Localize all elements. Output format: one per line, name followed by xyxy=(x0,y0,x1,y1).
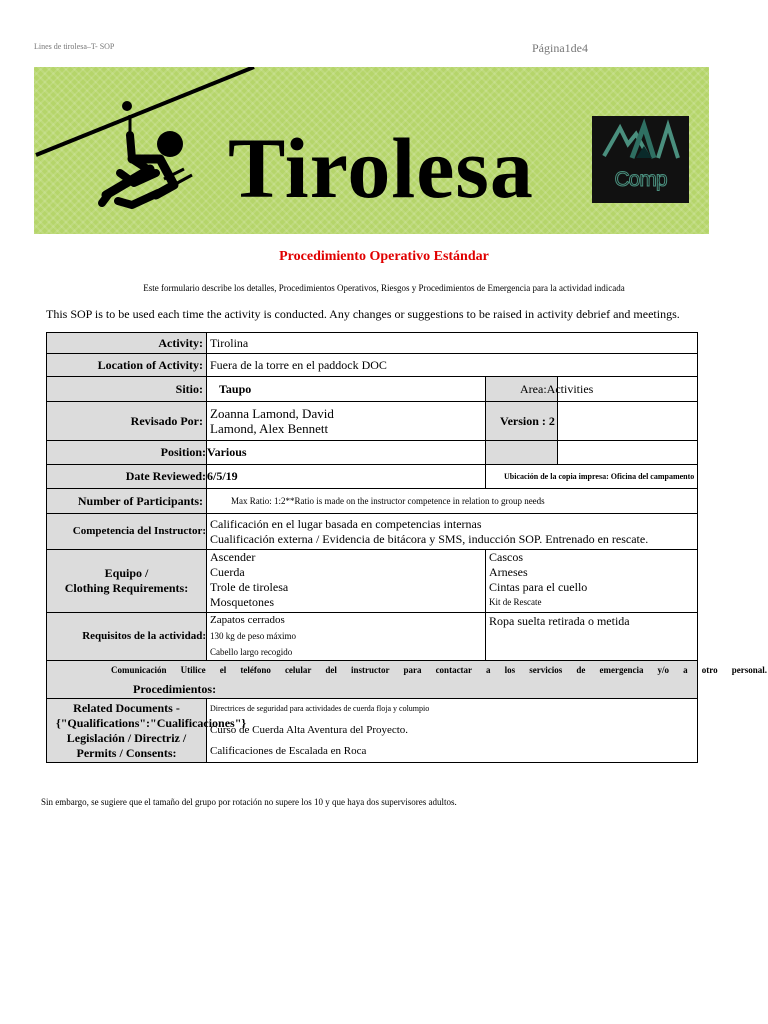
printed-copy-label: Ubicación de la copia impresa: xyxy=(504,472,609,481)
document-reference: Lines de tirolesa–T- SOP xyxy=(34,42,115,51)
version-empty-cell xyxy=(558,402,698,441)
competence-value xyxy=(207,514,698,550)
competence-label: Competencia del Instructor: xyxy=(47,514,207,550)
activity-value: Tirolina xyxy=(207,333,698,354)
usage-notice: This SOP is to be used each time the activity is conducted. Any changes or suggestions to be raised in activity debrief and meetings. xyxy=(46,307,680,321)
version-value: 2 xyxy=(548,413,555,428)
equipment-label xyxy=(47,550,207,613)
sop-table xyxy=(46,332,767,763)
list-item: Cascos xyxy=(489,550,523,564)
position-grey-cell xyxy=(486,441,558,465)
competence-line2: Cualificación externa / Evidencia de bitácora y SMS, inducción SOP. Entrenado en rescate. xyxy=(210,531,649,546)
list-item: Cuerda xyxy=(210,565,245,579)
reviewed-by-line2: Lamond, Alex Bennett xyxy=(210,421,329,436)
date-reviewed-value: 6/5/19 xyxy=(207,465,486,489)
mountain-logo-icon xyxy=(592,116,689,176)
list-item: Ascender xyxy=(210,550,256,564)
table-row xyxy=(47,441,698,465)
position-label: Position: xyxy=(47,441,207,465)
reviewed-by-value xyxy=(207,402,486,441)
table-row xyxy=(47,489,698,514)
sop-title: Procedimiento Operativo Estándar xyxy=(279,249,489,264)
list-item: Arneses xyxy=(489,565,528,579)
list-item: 130 kg de peso máximo xyxy=(210,631,296,641)
table-row xyxy=(47,465,698,489)
ratio-note: **Ratio is made on the instructor competence in relation to group needs xyxy=(285,495,545,506)
area-cell xyxy=(486,377,594,402)
list-item: Directrices de seguridad para actividades de cuerda floja y columpio xyxy=(210,704,430,713)
equipment-left-list xyxy=(207,550,486,613)
printed-copy-cell xyxy=(486,465,698,489)
activity-title: Tirolesa xyxy=(228,120,534,216)
camp-logo xyxy=(592,116,689,203)
version-cell xyxy=(486,402,558,441)
list-item: Zapatos cerrados xyxy=(210,614,285,626)
equipment-label-line1: Equipo / xyxy=(104,566,149,580)
communication-cell xyxy=(47,661,767,699)
date-reviewed-label: Date Reviewed: xyxy=(47,465,207,489)
participants-label: Number of Participants: xyxy=(47,489,207,514)
related-docs-list xyxy=(207,699,698,763)
site-label: Sitio: xyxy=(47,377,207,402)
table-row xyxy=(47,377,698,402)
list-item: Cabello largo recogido xyxy=(210,647,293,657)
communication-text: Comunicación Utilice el teléfono celular del instructor para contactar a los servicios de emergencia y/o a otro personal. xyxy=(111,664,767,675)
table-row xyxy=(47,613,698,661)
list-item: Calificaciones de Escalada en Roca xyxy=(210,745,367,757)
related-label-line4: Permits / Consents: xyxy=(76,745,177,760)
area-value: Activities xyxy=(546,381,594,396)
printed-copy-value: Oficina del campamento xyxy=(610,472,695,481)
table-row xyxy=(47,550,698,613)
procedures-label: Procedimientos: xyxy=(133,681,217,696)
logo-text: Comp xyxy=(614,168,667,191)
table-row xyxy=(47,661,698,699)
location-label: Location of Activity: xyxy=(47,354,207,377)
reviewed-by-label: Revisado Por: xyxy=(47,402,207,441)
list-item: Mosquetones xyxy=(210,595,274,609)
related-docs-label xyxy=(47,699,247,763)
related-label-line2: {"Qualifications":"Cualificaciones"} xyxy=(56,715,247,730)
related-label-line1: Related Documents - xyxy=(73,700,180,715)
intro-text: Este formulario describe los detalles, Procedimientos Operativos, Riesgos y Procedimientos de Emergencia para la actividad indicada xyxy=(143,283,625,293)
position-value: Various xyxy=(207,441,486,465)
table-row xyxy=(47,699,698,763)
related-label-line3: Legislación / Directriz / xyxy=(66,730,187,745)
table-row xyxy=(47,402,698,441)
version-label: Version : xyxy=(500,413,546,428)
page-number: Página1de4 xyxy=(532,41,588,55)
reviewed-by-line1: Zoanna Lamond, David xyxy=(210,406,334,421)
requirements-left-list xyxy=(207,613,486,661)
activity-label: Activity: xyxy=(47,333,207,354)
participants-value xyxy=(207,489,698,514)
position-empty-cell xyxy=(558,441,698,465)
location-value: Fuera de la torre en el paddock DOC xyxy=(207,354,698,377)
list-item: Cintas para el cuello xyxy=(489,580,588,594)
area-label: Area: xyxy=(520,381,547,396)
competence-line1: Calificación en el lugar basada en competencias internas xyxy=(210,516,482,531)
equipment-label-line2: Clothing Requirements: xyxy=(64,581,189,595)
requirements-right: Ropa suelta retirada o metida xyxy=(486,613,698,661)
footer-note: Sin embargo, se sugiere que el tamaño del grupo por rotación no supere los 10 y que haya dos supervisores adultos. xyxy=(41,797,457,807)
requirements-label: Requisitos de la actividad: xyxy=(47,613,207,661)
site-value: Taupo xyxy=(207,377,486,402)
title-banner xyxy=(34,67,709,234)
table-row xyxy=(47,354,698,377)
max-ratio: Max Ratio: 1:2 xyxy=(231,495,286,506)
list-item: Trole de tirolesa xyxy=(210,580,289,594)
table-row xyxy=(47,333,698,354)
list-item: Kit de Rescate xyxy=(489,597,542,607)
equipment-right-list xyxy=(486,550,698,613)
list-item: Curso de Cuerda Alta Aventura del Proyecto. xyxy=(210,724,409,736)
table-row xyxy=(47,514,698,550)
